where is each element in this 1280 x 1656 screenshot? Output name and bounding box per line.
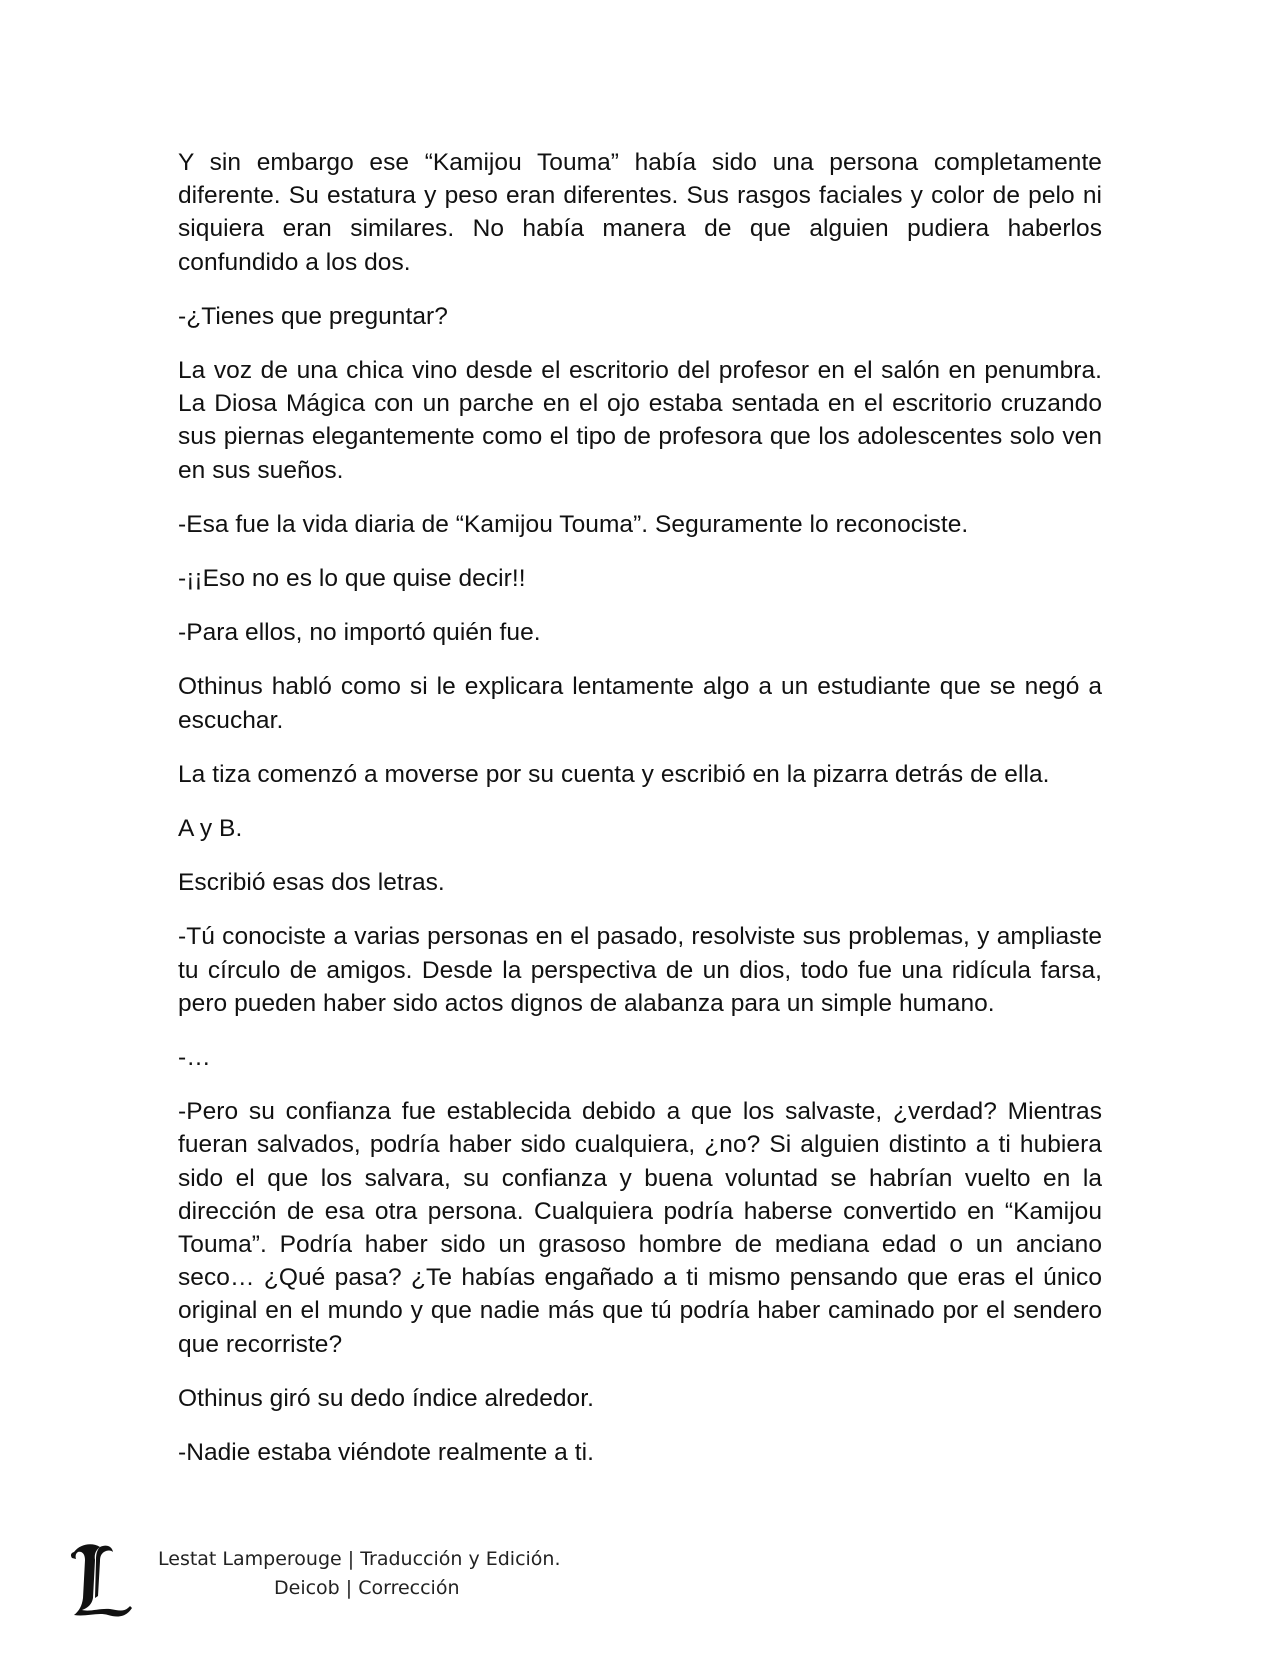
paragraph-3: La voz de una chica vino desde el escritorio del profesor en el salón en penumbra. La Diosa Mágica con un parche en el ojo estaba sentada en el escritorio cruzando sus piernas elegantemente como el tipo de profesora que los adolescentes solo ven en sus sueños. xyxy=(178,357,1102,484)
paragraph-4: -Esa fue la vida diaria de “Kamijou Touma”. Seguramente lo reconociste. xyxy=(178,510,969,538)
paragraph-14: Othinus giró su dedo índice alrededor. xyxy=(178,1384,594,1412)
gothic-l-logo xyxy=(66,1538,136,1618)
paragraph-1: Y sin embargo ese “Kamijou Touma” había sido una persona completamente diferente. Su estatura y peso eran diferentes. Sus rasgos faciales y color de pelo ni siquiera eran similares. No había manera de que alguien pudiera haberlos confundido a los dos. xyxy=(178,149,1102,276)
paragraph-10: Escribió esas dos letras. xyxy=(178,869,445,897)
document-body xyxy=(178,146,1102,1490)
page-footer xyxy=(62,1538,662,1648)
translator-credit: Lestat Lamperouge | Traducción y Edición. xyxy=(158,1548,561,1570)
paragraph-8: La tiza comenzó a moverse por su cuenta y escribió en la pizarra detrás de ella. xyxy=(178,760,1050,788)
paragraph-13: -Pero su confianza fue establecida debido a que los salvaste, ¿verdad? Mientras fueran salvados, podría haber sido cualquiera, ¿no? Si alguien distinto a ti hubiera sido el que los salvara, su confianza y buena voluntad se habrían vuelto en la dirección de esa otra persona. Cualquiera podría haberse convertido en “Kamijou Touma”. Podría haber sido un grasoso hombre de mediana edad o un anciano seco… ¿Qué pasa? ¿Te habías engañado a ti mismo pensando que eras el único original en el mundo y que nadie más que tú podría haber caminado por el sendero que recorriste? xyxy=(178,1098,1102,1358)
proofreader-credit: Deicob | Corrección xyxy=(274,1577,460,1599)
paragraph-15: -Nadie estaba viéndote realmente a ti. xyxy=(178,1439,594,1467)
paragraph-5: -¡¡Eso no es lo que quise decir!! xyxy=(178,565,526,593)
paragraph-9: A y B. xyxy=(178,815,243,843)
paragraph-6: -Para ellos, no importó quién fue. xyxy=(178,619,541,647)
paragraph-2: -¿Tienes que preguntar? xyxy=(178,302,448,330)
paragraph-12: -… xyxy=(178,1044,211,1072)
paragraph-7: Othinus habló como si le explicara lentamente algo a un estudiante que se negó a escuchar. xyxy=(178,673,1102,734)
paragraph-11: -Tú conociste a varias personas en el pasado, resolviste sus problemas, y ampliaste tu círculo de amigos. Desde la perspectiva de un dios, todo fue una ridícula farsa, pero pueden haber sido actos dignos de alabanza para un simple humano. xyxy=(178,923,1102,1017)
